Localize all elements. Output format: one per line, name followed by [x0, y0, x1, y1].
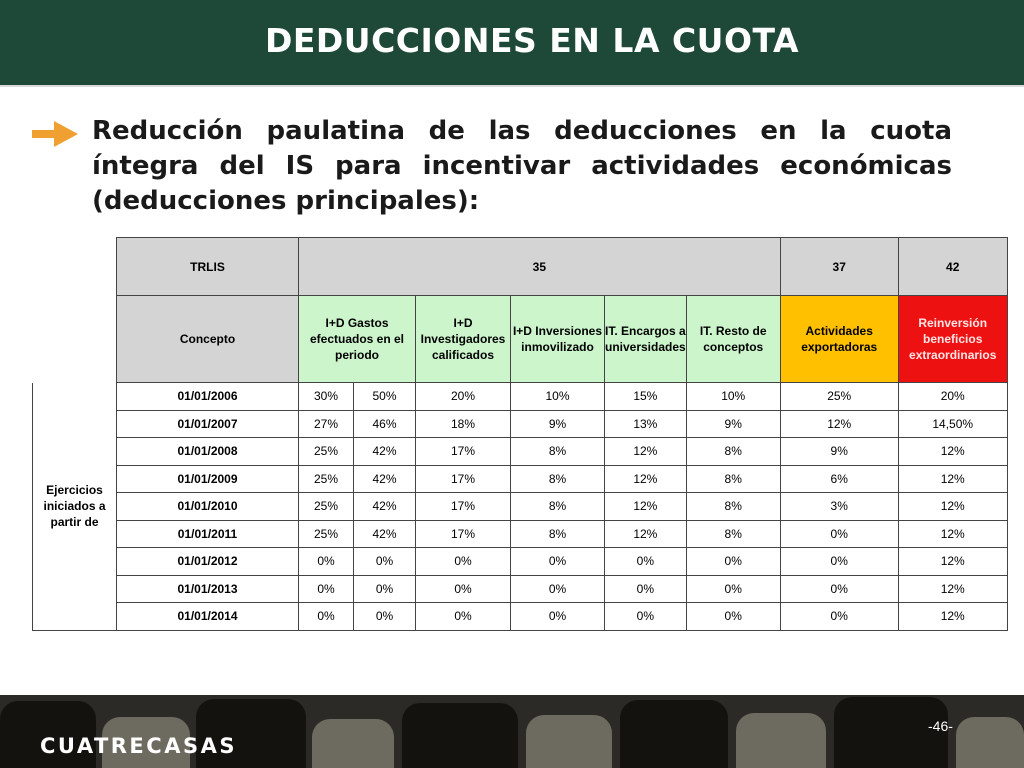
rate-cell: 0% [780, 520, 898, 548]
rate-cell: 12% [605, 493, 687, 521]
slide-title: DEDUCCIONES EN LA CUOTA [264, 21, 800, 60]
table-header-row-concepto [33, 296, 1008, 383]
rate-cell: 0% [780, 548, 898, 576]
rate-cell: 10% [511, 383, 605, 411]
rate-cell: 8% [511, 493, 605, 521]
deductions-table [32, 237, 1008, 631]
rate-cell: 0% [605, 575, 687, 603]
rate-cell: 12% [898, 548, 1007, 576]
header-id-inversiones: I+D Inversiones inmovilizado [511, 296, 605, 383]
rate-cell: 12% [898, 520, 1007, 548]
page-number: -46- [928, 718, 953, 734]
rate-cell: 42% [354, 465, 416, 493]
rate-cell: 0% [416, 603, 511, 631]
article-42-header: 42 [898, 238, 1007, 296]
rate-cell: 0% [354, 575, 416, 603]
footer-seat [956, 717, 1024, 768]
rate-cell: 9% [780, 438, 898, 466]
rate-cell: 25% [299, 520, 354, 548]
trlis-label: TRLIS [117, 238, 299, 296]
rate-cell: 17% [416, 465, 511, 493]
header-id-gastos: I+D Gastos efectuados en el periodo [299, 296, 416, 383]
footer-seat [620, 700, 728, 768]
table-row [33, 548, 1008, 576]
rate-cell: 8% [511, 520, 605, 548]
rate-cell: 0% [354, 548, 416, 576]
table-corner [33, 296, 117, 383]
row-date: 01/01/2007 [117, 410, 299, 438]
row-date: 01/01/2006 [117, 383, 299, 411]
footer-seat [312, 719, 394, 768]
table-header-row-trlis [33, 238, 1008, 296]
concepto-label: Concepto [117, 296, 299, 383]
rate-cell: 12% [898, 603, 1007, 631]
footer-seat [402, 703, 518, 768]
rate-cell: 9% [511, 410, 605, 438]
rate-cell: 0% [354, 603, 416, 631]
rate-cell: 46% [354, 410, 416, 438]
rate-cell: 0% [416, 548, 511, 576]
rate-cell: 0% [605, 603, 687, 631]
footer-seat [736, 713, 826, 768]
rate-cell: 6% [780, 465, 898, 493]
rate-cell: 0% [299, 603, 354, 631]
rate-cell: 12% [898, 438, 1007, 466]
header-actividades-exportadoras: Actividades exportadoras [780, 296, 898, 383]
table-row [33, 575, 1008, 603]
rate-cell: 50% [354, 383, 416, 411]
rate-cell: 30% [299, 383, 354, 411]
rate-cell: 25% [299, 493, 354, 521]
rate-cell: 8% [511, 465, 605, 493]
row-date: 01/01/2009 [117, 465, 299, 493]
table-row [33, 493, 1008, 521]
rate-cell: 9% [686, 410, 780, 438]
table-row [33, 410, 1008, 438]
header-it-encargos: IT. Encargos a universidades [605, 296, 687, 383]
rate-cell: 14,50% [898, 410, 1007, 438]
table-corner [33, 238, 117, 296]
row-date: 01/01/2014 [117, 603, 299, 631]
rate-cell: 10% [686, 383, 780, 411]
rate-cell: 15% [605, 383, 687, 411]
rate-cell: 8% [686, 438, 780, 466]
article-37-header: 37 [780, 238, 898, 296]
rate-cell: 25% [780, 383, 898, 411]
brand-logo: CUATRECASAS [40, 734, 237, 758]
rate-cell: 0% [686, 603, 780, 631]
rate-cell: 3% [780, 493, 898, 521]
rate-cell: 12% [898, 493, 1007, 521]
rate-cell: 0% [780, 603, 898, 631]
header-divider [0, 85, 1024, 87]
rate-cell: 0% [780, 575, 898, 603]
rate-cell: 0% [686, 575, 780, 603]
rate-cell: 20% [416, 383, 511, 411]
rate-cell: 0% [686, 548, 780, 576]
footer-seat [526, 715, 612, 768]
table-row [33, 465, 1008, 493]
table-row [33, 383, 1008, 411]
rate-cell: 0% [511, 575, 605, 603]
row-date: 01/01/2011 [117, 520, 299, 548]
rate-cell: 20% [898, 383, 1007, 411]
rate-cell: 0% [416, 575, 511, 603]
row-date: 01/01/2013 [117, 575, 299, 603]
rate-cell: 42% [354, 493, 416, 521]
rate-cell: 12% [605, 520, 687, 548]
rate-cell: 25% [299, 438, 354, 466]
rate-cell: 12% [898, 465, 1007, 493]
arrow-bullet-icon [32, 121, 78, 147]
header-it-resto: IT. Resto de conceptos [686, 296, 780, 383]
intro-text: Reducción paulatina de las deducciones en la cuota íntegra del IS para incentivar actividades económicas (deducciones principales): [92, 116, 952, 216]
row-date: 01/01/2008 [117, 438, 299, 466]
rate-cell: 0% [511, 548, 605, 576]
rate-cell: 8% [686, 465, 780, 493]
rate-cell: 12% [605, 465, 687, 493]
rate-cell: 17% [416, 438, 511, 466]
row-date: 01/01/2010 [117, 493, 299, 521]
table-row [33, 603, 1008, 631]
header-id-investigadores: I+D Investigadores calificados [416, 296, 511, 383]
article-35-header: 35 [299, 238, 781, 296]
rate-cell: 17% [416, 493, 511, 521]
rate-cell: 13% [605, 410, 687, 438]
rate-cell: 0% [299, 575, 354, 603]
rate-cell: 12% [605, 438, 687, 466]
rate-cell: 8% [686, 493, 780, 521]
table-row [33, 438, 1008, 466]
rate-cell: 12% [780, 410, 898, 438]
header-reinversion-beneficios: Reinversión beneficios extraordinarios [898, 296, 1007, 383]
table-row [33, 520, 1008, 548]
rate-cell: 12% [898, 575, 1007, 603]
row-date: 01/01/2012 [117, 548, 299, 576]
rate-cell: 0% [299, 548, 354, 576]
rate-cell: 18% [416, 410, 511, 438]
row-group-label: Ejercicios iniciados a partir de [33, 383, 117, 631]
rate-cell: 8% [686, 520, 780, 548]
rate-cell: 42% [354, 520, 416, 548]
rate-cell: 0% [511, 603, 605, 631]
rate-cell: 27% [299, 410, 354, 438]
rate-cell: 42% [354, 438, 416, 466]
rate-cell: 8% [511, 438, 605, 466]
rate-cell: 25% [299, 465, 354, 493]
rate-cell: 0% [605, 548, 687, 576]
rate-cell: 17% [416, 520, 511, 548]
